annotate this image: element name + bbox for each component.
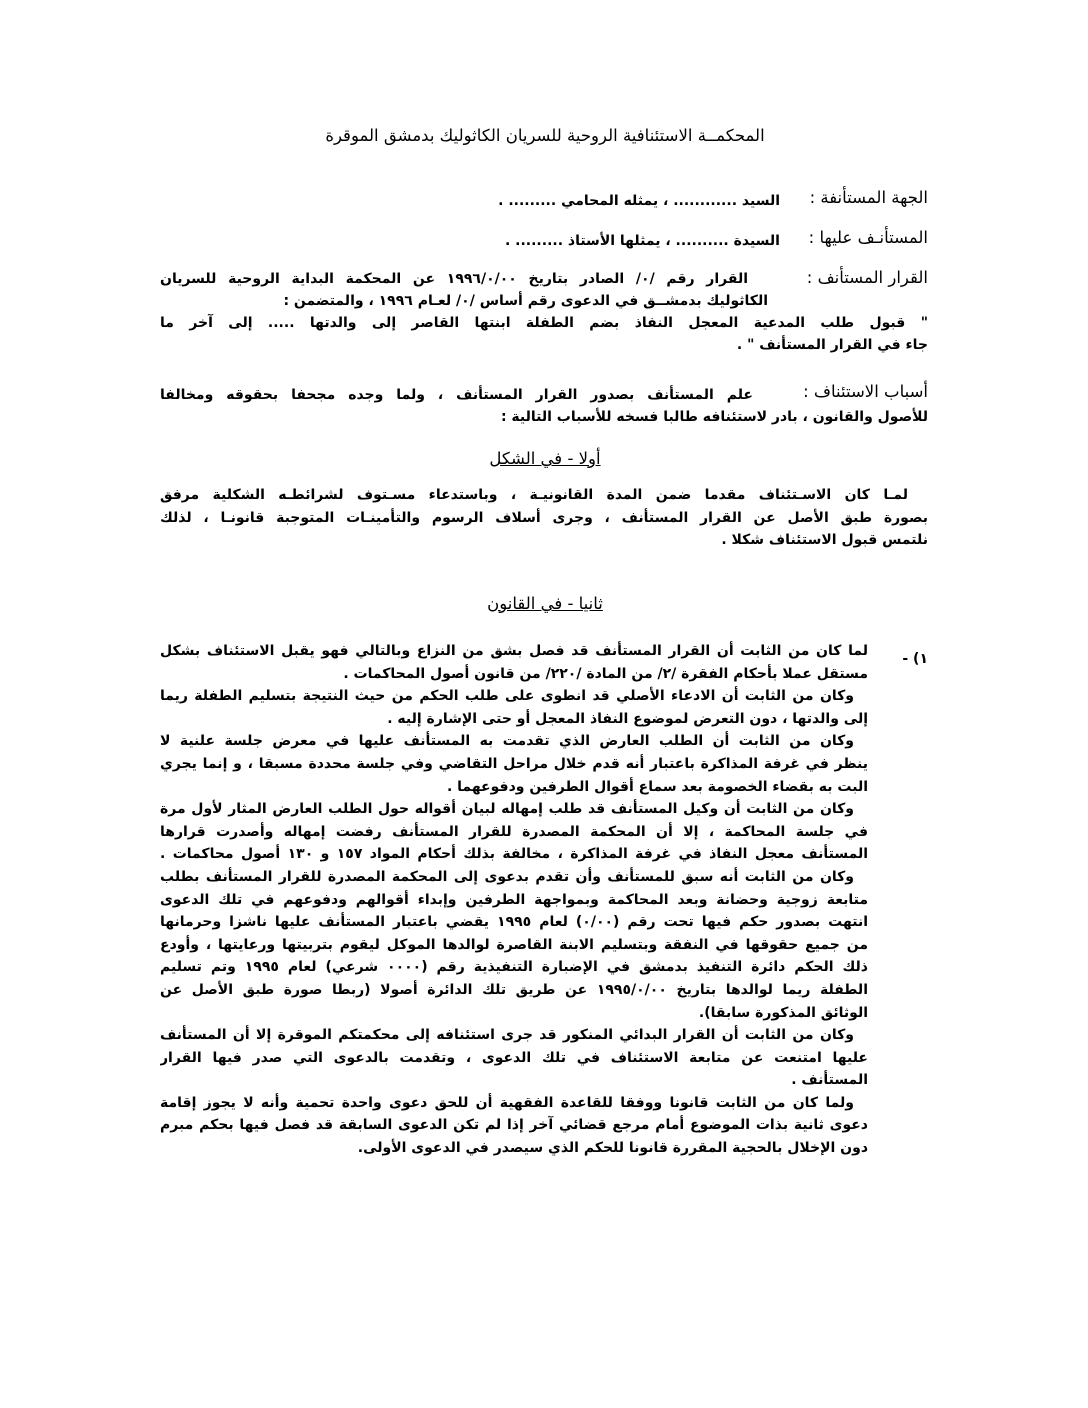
text-line: دعوى ثانية بذات الموضوع أمام مرجع قضائي آخر إذا لم تكن الدعوى السابقة قد فصل فيها بحكم مبرم	[160, 1117, 868, 1134]
text-line: علم المستأنف بصدور القرار المستأنف ، ولما وجده مجحفا بحقوقه ومخالفا	[160, 387, 753, 403]
section-form-paragraph	[160, 484, 928, 552]
appealed-decision-row	[160, 268, 928, 368]
text-line: ينظر في غرفة المذاكرة باعتبار أنه قدم خلال مراحل التقاضي وفي جلسة محددة مسبقا ، و إنما يجري	[160, 755, 868, 772]
text-line: جاء في القرار المستأنف " .	[736, 337, 928, 353]
text-line: المستأنف .	[791, 1072, 868, 1089]
page-title: المحكمــة الاستئنافية الروحية للسريان الكاثوليك بدمشق الموقرة	[325, 126, 765, 145]
text-line: القرار رقم /٠/ الصادر بتاريخ ١٩٩٦/٠/٠٠ عن المحكمة البداية الروحية للسريان	[160, 271, 748, 287]
respondent-label: المستأنـف عليها :	[808, 228, 928, 247]
text-line: ولما كان من الثابت قانونا ووفقا للقاعدة الفقهية أن للحق دعوى واحدة تحمية وأنه لا يجوز إقامة	[160, 1094, 854, 1111]
text-line: ذلك الحكم دائرة التنفيذ بدمشق في الإضبارة التنفيذية رقم (٠٠٠٠ شرعي) لعام ١٩٩٥ وتم تسليم	[160, 959, 868, 976]
section-heading-law: ثانيا - في القانون	[487, 594, 603, 613]
text-line: متابعة زوجية وحضانة وبعد المحاكمة وبمواجهة الطرفين وإبداء أقوالهم ودفوعهم في تلك الدعوى	[160, 891, 868, 908]
text-line: دون الإخلال بالحجية المقررة قانونا للحكم الذي سيصدر في الدعوى الأولى.	[357, 1140, 868, 1157]
item-number: ١) -	[902, 651, 928, 667]
text-line: الكاثوليك بدمشــق في الدعوى رقم أساس /٠/ لعـام ١٩٩٦ ، والمتضمن :	[283, 293, 768, 309]
appealed-decision-label: القرار المستأنف :	[806, 268, 928, 287]
text-line: الطفلة ريما لوالدها بتاريخ ١٩٩٥/٠/٠٠ عن طريق تلك الدائرة أصولا (ربطا صورة طبق الأصل عن	[160, 981, 868, 998]
appellant-value: السيد ............ ، يمثله المحامي ......... .	[498, 193, 780, 209]
text-line: الوثائق المذكورة سابقا).	[698, 1004, 868, 1021]
text-line: إلى والدتها ، دون التعرض لموضوع النفاذ المعجل أو حتى الإشارة إليه .	[387, 710, 868, 727]
grounds-row	[160, 382, 928, 432]
section-heading-form: أولا - في الشكل	[489, 449, 601, 468]
text-line: انتهت بصدور حكم فيها تحت رقم (٠/٠٠) لعام ١٩٩٥ يقضي باعتبار المستأنف عليها ناشزا وحرمانها	[160, 914, 868, 931]
text-line: وكان من الثابت أن وكيل المستأنف قد طلب إمهاله لبيان أقواله حول الطلب العارض المثار لأول مرة	[160, 801, 854, 818]
text-line: لمـا كان الاسـتئناف مقدما ضمن المدة القانونيـة ، وباستدعاء مسـتوف لشرائطـه الشكلية مرفق	[160, 487, 908, 503]
text-line: عليها امتنعت عن متابعة الاستئناف في تلك الدعوى ، وتقدمت بالدعوى التي صدر فيها القرار	[160, 1049, 868, 1066]
text-line: للأصول والقانون ، بادر لاستئنافه طالبا فسخه للأسباب التالية :	[500, 409, 928, 425]
text-line: نلتمس قبول الاستئناف شكلا .	[721, 532, 928, 549]
text-line: وكان من الثابت أن الادعاء الأصلي قد انطوى على طلب الحكم من حيث النتيجة بتسليم الطفلة ريما	[160, 688, 854, 705]
text-line: من جميع حقوقها في النفقة وبتسليم الابنة القاصرة لوالدها الموكل ليقوم بتربيتها ورعايتها ، وأودع	[160, 936, 868, 953]
appellant-row	[160, 188, 928, 214]
appellant-label: الجهة المستأنفة :	[809, 188, 928, 207]
text-line: مستقل عملا بأحكام الفقرة /٢/ من المادة /٢٢٠/ من قانون أصول المحاكمات .	[343, 665, 868, 682]
text-line: بصورة طبق الأصل عن القرار المستأنف ، وجرى أسلاف الرسوم والتأمينـات المتوجبة قانونـا ، لذلك	[160, 509, 928, 526]
text-line: في جلسة المحاكمة ، إلا أن المحكمة المصدرة للقرار المستأنف رفضت إمهاله وأصدرت قرارها	[160, 823, 868, 840]
respondent-value: السيدة .......... ، يمثلها الأستاذ ......... .	[504, 233, 780, 249]
text-line: " قبول طلب المدعية المعجل النفاذ بضم الطفلة ابنتها القاصر إلى والدتها ..... إلى آخر ما	[160, 315, 928, 331]
grounds-text-rest	[160, 406, 928, 428]
text-line: وكان من الثابت أنه سبق للمستأنف وأن تقدم بدعوى إلى المحكمة المصدرة للقرار المستأنف بطلب	[160, 868, 854, 885]
text-line: لما كان من الثابت أن القرار المستأنف قد فصل بشق من النزاع وبالتالي فهو يقبل الاستئناف بشكل	[160, 643, 868, 659]
text-line: المستأنف معجل النفاذ في غرفة المذاكرة ، مخالفة بذلك أحكام المواد ١٥٧ و ١٣٠ أصول محاكمات .	[160, 846, 868, 863]
appealed-decision-continued	[160, 290, 928, 356]
grounds-label: أسباب الاستئناف :	[803, 382, 928, 401]
section-law-body	[160, 640, 868, 1160]
appealed-decision-text	[160, 268, 788, 290]
text-line: البت به بقضاء الخصومة بعد سماع أقوال الطرفين ودفوعهما .	[446, 778, 868, 795]
grounds-text-first	[160, 384, 788, 406]
text-line: وكان من الثابت أن القرار البدائي المنكور قد جرى استئنافه إلى محكمتكم الموقرة إلا أن المستأنف	[160, 1027, 854, 1044]
text-line: وكان من الثابت أن الطلب العارض الذي تقدمت به المستأنف عليها في معرض جلسة علنية لا	[160, 733, 854, 750]
respondent-row	[160, 228, 928, 254]
